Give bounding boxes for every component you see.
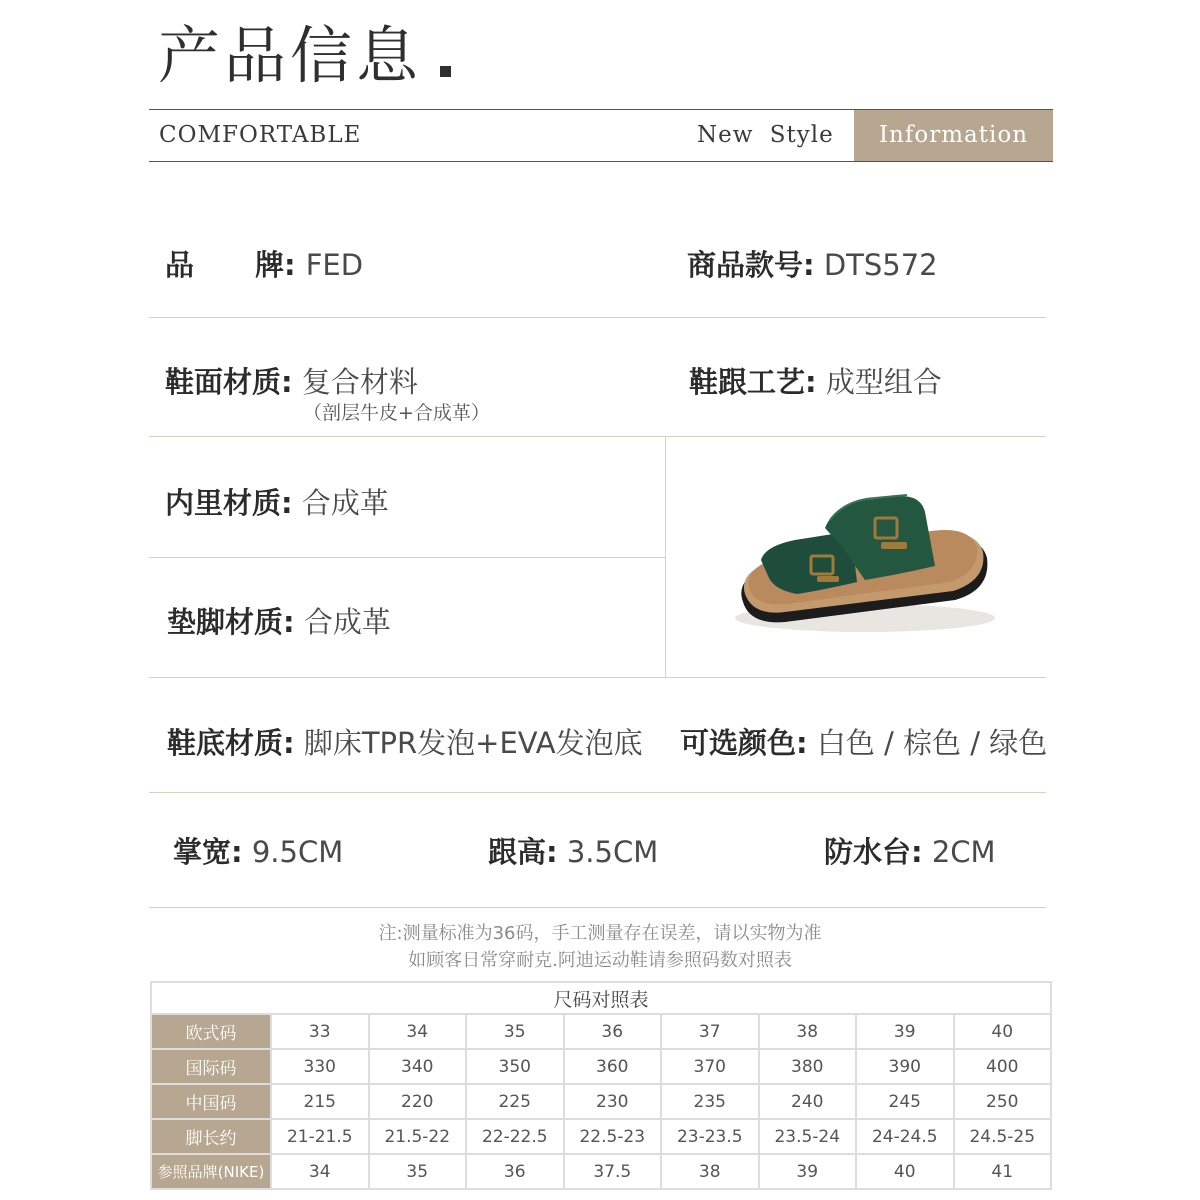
divider [149,317,1046,318]
title-dot [440,66,451,77]
brand-label-char2 [255,243,363,284]
sole-label: 鞋底材质: [167,726,295,760]
table-cell: 38 [661,1154,759,1189]
table-cell: 40 [954,1014,1052,1049]
size-chart-caption: 尺码对照表 [151,982,1051,1014]
platform-value: 2CM [931,835,996,869]
table-row [151,1154,1051,1189]
width-label: 掌宽: [173,835,243,869]
table-cell: 340 [369,1049,467,1084]
lining-spec [165,481,389,522]
table-cell: 225 [466,1084,564,1119]
heel-value: 成型组合 [825,365,942,399]
heel-height-label: 跟高: [488,835,558,869]
table-cell: 24-24.5 [856,1119,954,1154]
heel-height-spec [488,830,658,871]
model-label: 商品款号: [687,248,815,282]
table-cell: 21.5-22 [369,1119,467,1154]
table-cell: 40 [856,1154,954,1189]
rear-tag [881,542,907,549]
table-cell: 35 [466,1014,564,1049]
upper-value: 复合材料 [301,365,418,399]
product-image [725,490,995,640]
width-spec [173,830,343,871]
page-title-text: 产品信息 [158,19,423,92]
row-header: 中国码 [151,1084,271,1119]
divider [665,436,666,677]
size-chart-body [151,1014,1051,1189]
sole-spec [167,721,643,762]
banner-left-label: COMFORTABLE [159,122,362,148]
heel-spec [689,360,942,401]
divider [149,792,1046,793]
table-row [151,1014,1051,1049]
table-cell: 41 [954,1154,1052,1189]
model-spec [687,243,938,284]
measurement-note: 注:测量标准为36码，手工测量存在误差，请以实物为准 [378,923,822,944]
table-cell: 350 [466,1049,564,1084]
divider [149,436,1046,437]
table-cell: 34 [369,1014,467,1049]
upper-note: （剖层牛皮+合成革） [303,402,490,424]
table-cell: 36 [564,1014,662,1049]
brand-label-char2-text: 牌: [255,248,296,282]
table-row [151,1049,1051,1084]
front-tag [817,576,839,582]
table-cell: 39 [856,1014,954,1049]
insole-spec [167,600,391,641]
table-caption-row [151,982,1051,1014]
model-value: DTS572 [823,248,938,282]
table-cell: 360 [564,1049,662,1084]
table-cell: 22-22.5 [466,1119,564,1154]
lining-value: 合成革 [301,486,389,520]
size-chart-table [150,981,1052,1190]
table-row [151,1084,1051,1119]
banner-right-label: Information [854,110,1053,161]
table-cell: 36 [466,1154,564,1189]
table-cell: 240 [759,1084,857,1119]
table-cell: 23.5-24 [759,1119,857,1154]
table-cell: 37.5 [564,1154,662,1189]
table-cell: 37 [661,1014,759,1049]
sole-value: 脚床TPR发泡+EVA发泡底 [303,726,643,760]
colors-spec [680,721,1047,762]
width-value: 9.5CM [251,835,344,869]
lining-label: 内里材质: [165,486,293,520]
table-cell: 220 [369,1084,467,1119]
divider [149,907,1046,908]
row-header: 脚长约 [151,1119,271,1154]
table-cell: 390 [856,1049,954,1084]
table-cell: 380 [759,1049,857,1084]
table-cell: 230 [564,1084,662,1119]
table-cell: 370 [661,1049,759,1084]
insole-value: 合成革 [303,605,391,639]
page-title [158,18,451,94]
table-cell: 250 [954,1084,1052,1119]
table-cell: 21-21.5 [271,1119,369,1154]
insole-label: 垫脚材质: [167,605,295,639]
table-cell: 34 [271,1154,369,1189]
banner-mid-label: New Style [697,122,834,148]
table-cell: 400 [954,1049,1052,1084]
platform-spec [824,830,996,871]
heel-height-value: 3.5CM [566,835,659,869]
table-cell: 39 [759,1154,857,1189]
colors-label: 可选颜色: [680,726,808,760]
divider [149,677,1046,678]
colors-value: 白色 / 棕色 / 绿色 [816,726,1048,760]
table-row [151,1119,1051,1154]
table-cell: 215 [271,1084,369,1119]
table-cell: 33 [271,1014,369,1049]
brand-label-char1: 品 [165,248,195,282]
table-cell: 22.5-23 [564,1119,662,1154]
table-cell: 330 [271,1049,369,1084]
brand-value: FED [305,248,364,282]
table-cell: 235 [661,1084,759,1119]
table-cell: 35 [369,1154,467,1189]
table-cell: 245 [856,1084,954,1119]
platform-label: 防水台: [824,835,923,869]
upper-label: 鞋面材质: [165,365,293,399]
section-banner [149,109,1053,162]
heel-label: 鞋跟工艺: [689,365,817,399]
upper-spec [165,360,418,401]
row-header: 国际码 [151,1049,271,1084]
table-cell: 23-23.5 [661,1119,759,1154]
row-header: 参照品牌(NIKE) [151,1154,271,1189]
reference-note: 如顾客日常穿耐克.阿迪运动鞋请参照码数对照表 [408,950,792,971]
table-cell: 38 [759,1014,857,1049]
table-cell: 24.5-25 [954,1119,1052,1154]
row-header: 欧式码 [151,1014,271,1049]
divider [149,557,665,558]
